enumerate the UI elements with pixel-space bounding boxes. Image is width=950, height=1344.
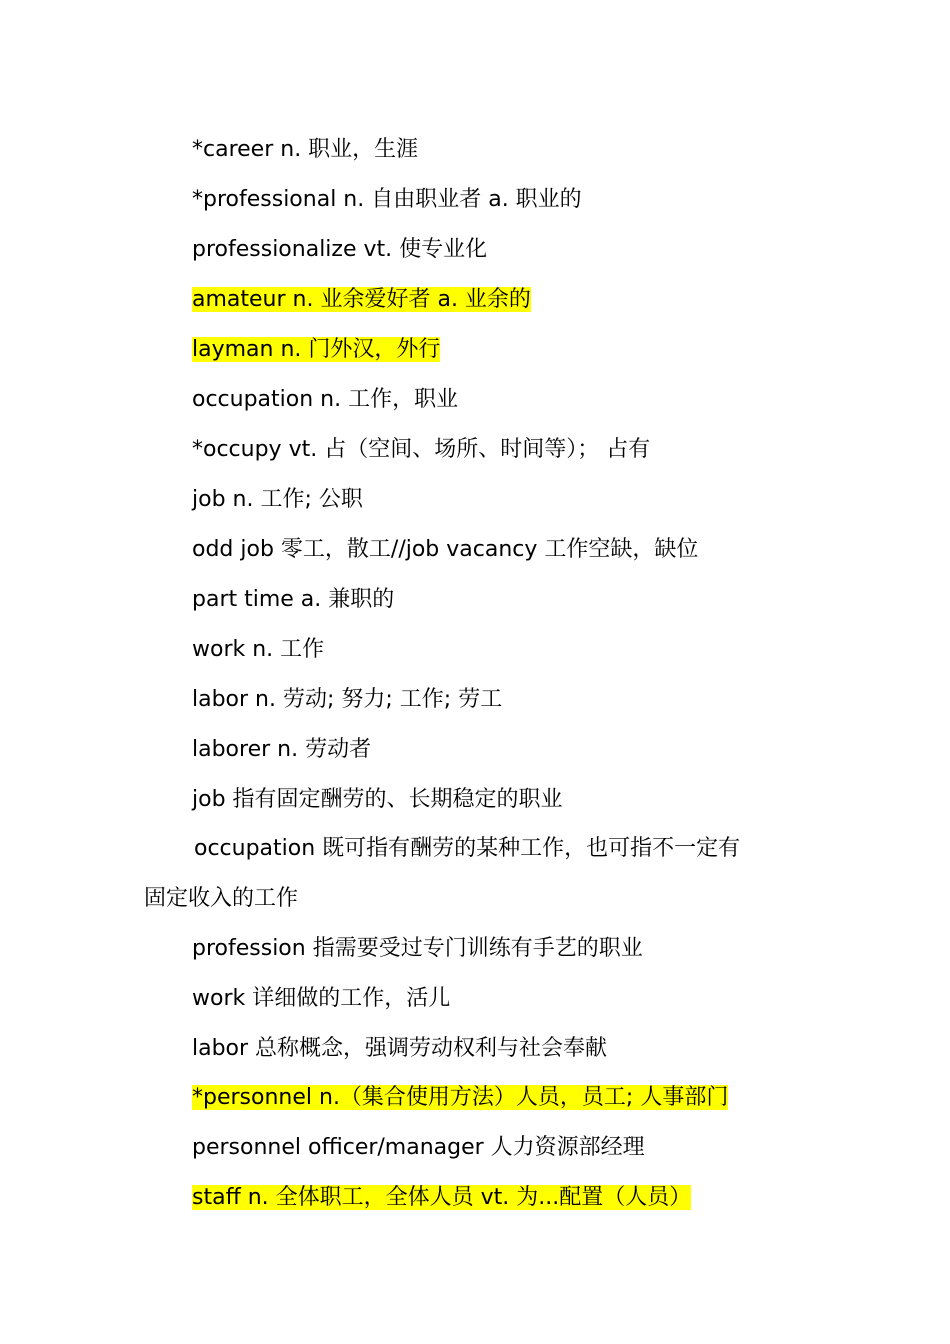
note-text: profession 指需要受过专门训练有手艺的职业 (192, 936, 643, 961)
note-labor (192, 1034, 607, 1064)
entry-text: occupation n. 工作，职业 (192, 387, 459, 412)
entry-text: *career n. 职业，生涯 (192, 137, 419, 162)
entry-part-time (192, 585, 394, 615)
entry-text: professionalize vt. 使专业化 (192, 237, 488, 262)
entry-occupation (192, 385, 458, 415)
highlighted-entry-text: staff n. 全体职工，全体人员 vt. 为...配置（人员） (192, 1185, 692, 1210)
note-text: 固定收入的工作 (144, 886, 299, 911)
note-job (192, 785, 563, 815)
entry-professionalize (192, 235, 487, 265)
highlighted-entry-text: *personnel n.（集合使用方法）人员，员工; 人事部门 (192, 1085, 729, 1110)
note-text: job 指有固定酬劳的、长期稳定的职业 (192, 787, 563, 812)
entry-labor (192, 685, 502, 715)
note-occupation (194, 834, 740, 864)
entry-job (192, 485, 363, 515)
entry-text: work n. 工作 (192, 637, 325, 662)
entry-text: *occupy vt. 占（空间、场所、时间等）； 占有 (192, 437, 651, 462)
note-text: occupation 既可指有酬劳的某种工作，也可指不一定有 (194, 836, 741, 861)
entry-text: *professional n. 自由职业者 a. 职业的 (192, 187, 582, 212)
entry-career (192, 135, 418, 165)
entry-odd-job (192, 535, 698, 565)
highlighted-entry-text: amateur n. 业余爱好者 a. 业余的 (192, 287, 531, 312)
entry-text: labor n. 劳动; 努力; 工作; 劳工 (192, 687, 503, 712)
entry-staff (192, 1183, 691, 1213)
note-text: labor 总称概念，强调劳动权利与社会奉献 (192, 1036, 608, 1061)
entry-occupy (192, 435, 650, 465)
note-work (192, 984, 450, 1014)
entry-amateur (192, 285, 531, 315)
entry-text: laborer n. 劳动者 (192, 737, 372, 762)
note-profession (192, 934, 643, 964)
entry-laborer (192, 735, 371, 765)
entry-personnel (192, 1083, 728, 1113)
entry-work (192, 635, 324, 665)
entry-text: job n. 工作; 公职 (192, 487, 363, 512)
entry-professional (192, 185, 582, 215)
entry-layman (192, 335, 440, 365)
note-occupation-continued (144, 884, 298, 914)
highlighted-entry-text: layman n. 门外汉，外行 (192, 337, 441, 362)
entry-text: odd job 零工，散工//job vacancy 工作空缺，缺位 (192, 537, 699, 562)
note-text: work 详细做的工作，活儿 (192, 986, 451, 1011)
entry-text: part time a. 兼职的 (192, 587, 395, 612)
entry-text: personnel officer/manager 人力资源部经理 (192, 1135, 645, 1160)
entry-personnel-officer (192, 1133, 645, 1163)
